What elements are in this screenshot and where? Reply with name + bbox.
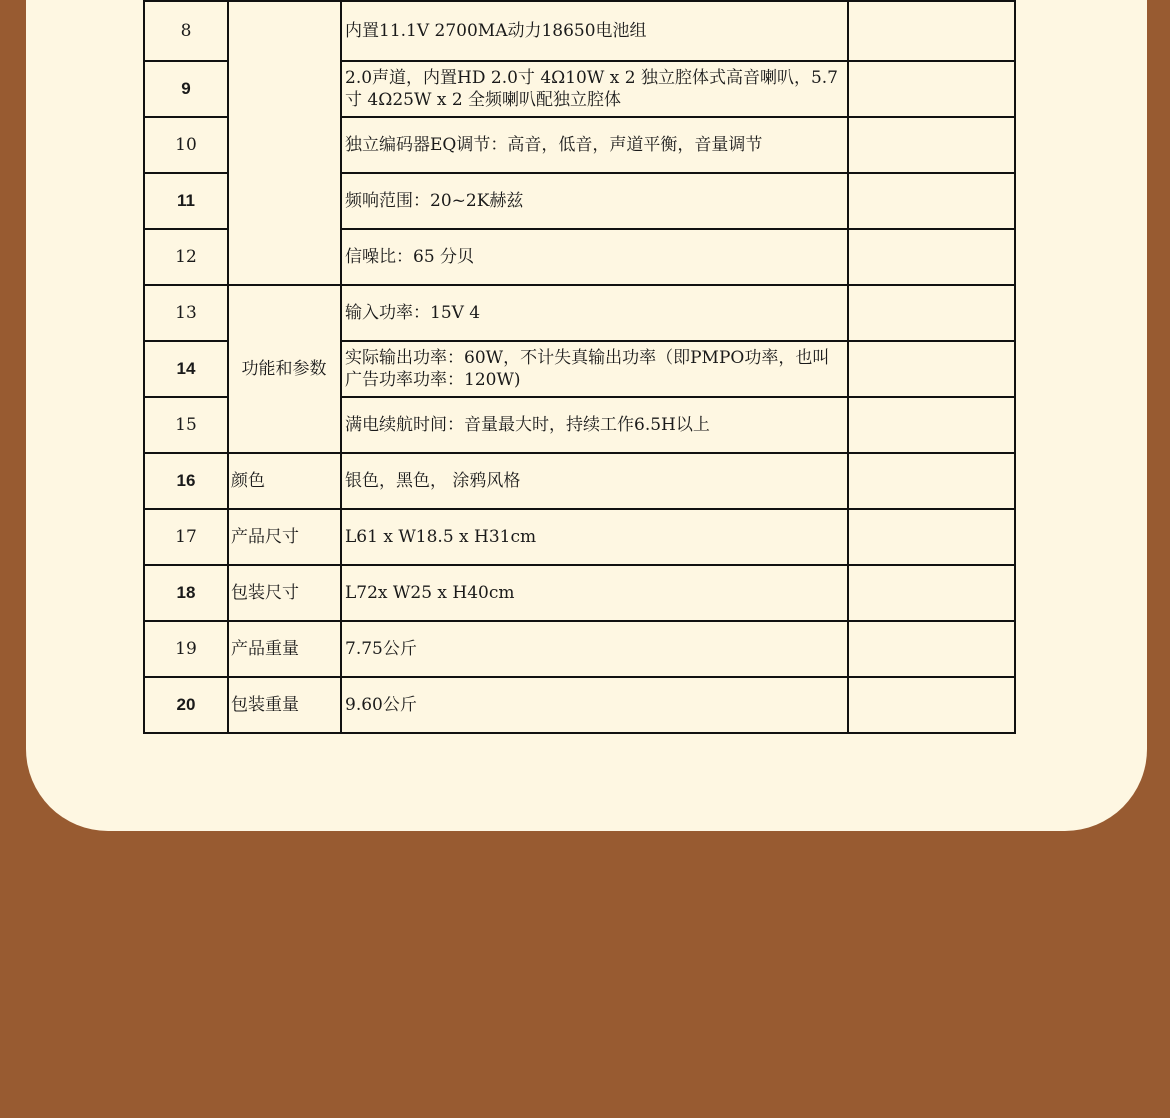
row-description: 9.60公斤 — [341, 677, 848, 733]
row-number: 11 — [144, 173, 228, 229]
row-number: 17 — [144, 509, 228, 565]
row-description: 2.0声道，内置HD 2.0寸 4Ω10W x 2 独立腔体式高音喇叭，5.7寸 4Ω25W x 2 全频喇叭配独立腔体 — [341, 61, 848, 117]
spec-table — [143, 0, 1016, 734]
row-category: 产品重量 — [228, 621, 341, 677]
row-number: 14 — [144, 341, 228, 397]
row-number: 8 — [144, 1, 228, 61]
row-description: L61 x W18.5 x H31cm — [341, 509, 848, 565]
row-description: 内置11.1V 2700MA动力18650电池组 — [341, 1, 848, 61]
row-category: 包装尺寸 — [228, 565, 341, 621]
row-number: 19 — [144, 621, 228, 677]
row-number: 10 — [144, 117, 228, 173]
row-description: L72x W25 x H40cm — [341, 565, 848, 621]
row-description: 信噪比：65 分贝 — [341, 229, 848, 285]
table-row — [144, 285, 1015, 341]
row-remark — [848, 229, 1015, 285]
row-description: 独立编码器EQ调节：高音，低音，声道平衡，音量调节 — [341, 117, 848, 173]
category-cell-blank — [228, 1, 341, 285]
row-category: 产品尺寸 — [228, 509, 341, 565]
row-category: 颜色 — [228, 453, 341, 509]
row-remark — [848, 565, 1015, 621]
row-number: 12 — [144, 229, 228, 285]
row-number: 13 — [144, 285, 228, 341]
row-category: 包装重量 — [228, 677, 341, 733]
row-number: 16 — [144, 453, 228, 509]
row-remark — [848, 397, 1015, 453]
row-remark — [848, 285, 1015, 341]
row-description: 输入功率：15V 4 — [341, 285, 848, 341]
table-row — [144, 677, 1015, 733]
row-remark — [848, 677, 1015, 733]
table-row — [144, 621, 1015, 677]
row-description: 银色，黑色， 涂鸦风格 — [341, 453, 848, 509]
row-number: 18 — [144, 565, 228, 621]
row-remark — [848, 61, 1015, 117]
row-remark — [848, 453, 1015, 509]
row-description: 实际输出功率：60W，不计失真输出功率（即PMPO功率，也叫广告功率功率：120W) — [341, 341, 848, 397]
row-description: 7.75公斤 — [341, 621, 848, 677]
row-number: 9 — [144, 61, 228, 117]
row-remark — [848, 1, 1015, 61]
row-description: 满电续航时间：音量最大时，持续工作6.5H以上 — [341, 397, 848, 453]
table-row — [144, 453, 1015, 509]
row-remark — [848, 173, 1015, 229]
table-row — [144, 565, 1015, 621]
table-row — [144, 1, 1015, 61]
table-row — [144, 509, 1015, 565]
row-remark — [848, 341, 1015, 397]
row-number: 20 — [144, 677, 228, 733]
category-function-params: 功能和参数 — [228, 285, 341, 453]
row-description: 频响范围：20~2K赫兹 — [341, 173, 848, 229]
row-number: 15 — [144, 397, 228, 453]
row-remark — [848, 117, 1015, 173]
row-remark — [848, 621, 1015, 677]
row-remark — [848, 509, 1015, 565]
